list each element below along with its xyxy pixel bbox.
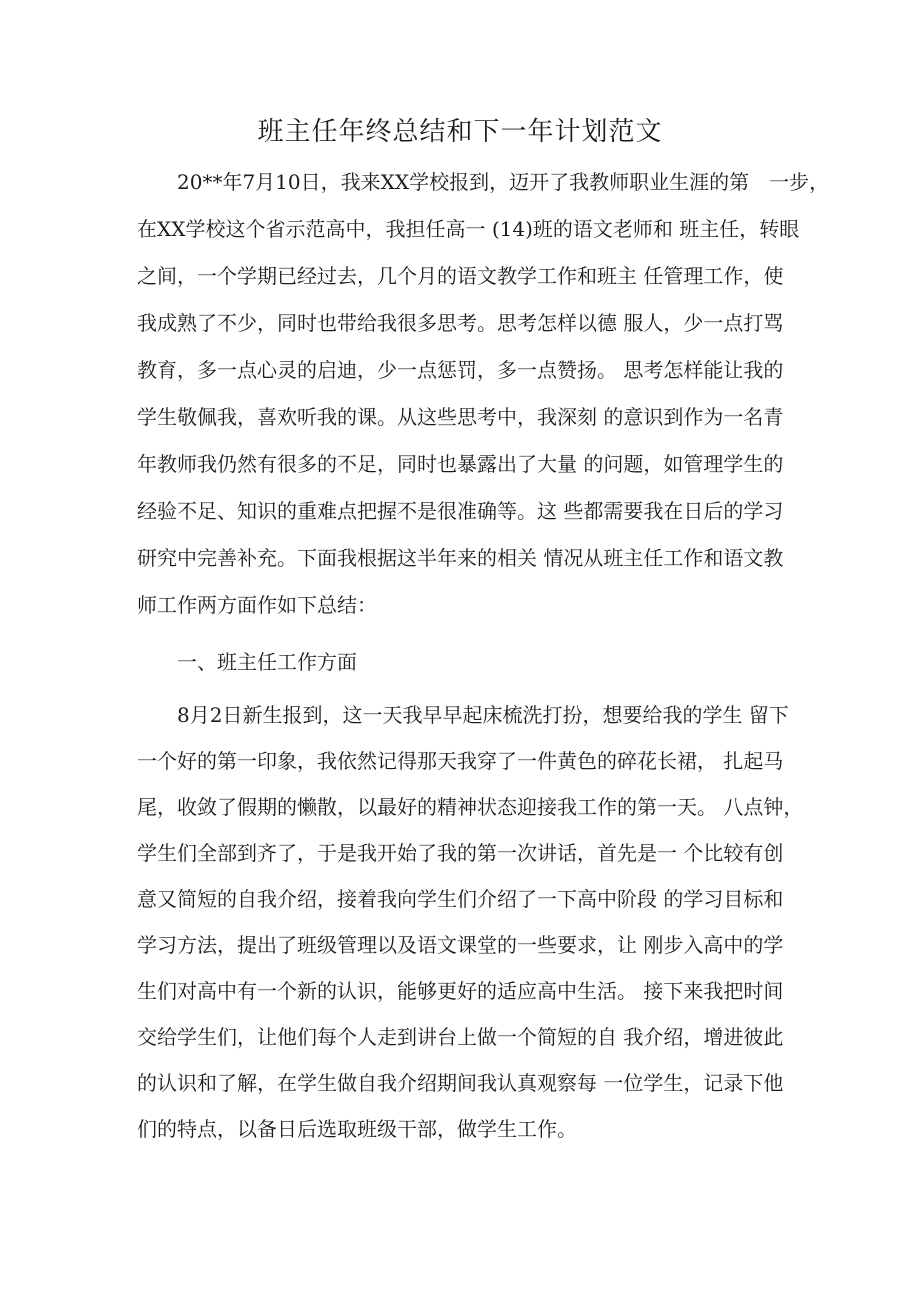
paragraph-line: 8月2日新生报到，这一天我早早起床梳洗打扮，想要给我的学生 留下 — [177, 703, 789, 727]
paragraph-line: 尾，收敛了假期的懒散，以最好的精神状态迎接我工作的第一天。 八点钟， — [137, 795, 804, 819]
paragraph-line: 意又简短的自我介绍，接着我向学生们介绍了一下高中阶段 的学习目标和 — [137, 887, 784, 911]
paragraph-line: 在XX学校这个省示范高中，我担任高一 (14)班的语文老师和 班主任，转眼 — [137, 217, 800, 241]
paragraph-line: 经验不足、知识的重难点把握不是很准确等。这 些都需要我在日后的学习 — [137, 499, 784, 523]
paragraph-line: 学习方法，提出了班级管理以及语文课堂的一些要求，让 刚步入高中的学 — [137, 933, 784, 957]
paragraph-line: 20**年7月10日，我来XX学校报到，迈开了我教师职业生涯的第 一步， — [177, 170, 830, 194]
paragraph-line: 一个好的第一印象，我依然记得那天我穿了一件黄色的碎花长裙， 扎起马 — [137, 749, 784, 773]
paragraph-line: 生们对高中有一个新的认识，能够更好的适应高中生活。 接下来我把时间 — [137, 979, 784, 1003]
paragraph-line: 研究中完善补充。下面我根据这半年来的相关 情况从班主任工作和语文教 — [137, 546, 784, 570]
paragraph-line: 教育，多一点心灵的启迪，少一点惩罚，多一点赞扬。 思考怎样能让我的 — [137, 358, 784, 382]
paragraph-line: 之间，一个学期已经过去，几个月的语文教学工作和班主 任管理工作，使 — [137, 264, 784, 288]
paragraph-line: 学生们全部到齐了，于是我开始了我的第一次讲话，首先是一 个比较有创 — [137, 841, 784, 865]
section-heading: 一、班主任工作方面 — [177, 650, 357, 674]
paragraph-line: 们的特点，以备日后选取班级干部，做学生工作。 — [137, 1117, 577, 1141]
paragraph-line: 师工作两方面作如下总结： — [137, 593, 377, 617]
paragraph-line: 年教师我仍然有很多的不足，同时也暴露出了大量 的问题，如管理学生的 — [137, 452, 784, 476]
document-title: 班主任年终总结和下一年计划范文 — [257, 117, 663, 147]
paragraph-line: 我成熟了不少，同时也带给我很多思考。思考怎样以德 服人，少一点打骂 — [137, 311, 784, 335]
paragraph-line: 交给学生们，让他们每个人走到讲台上做一个简短的自 我介绍，增进彼此 — [137, 1025, 784, 1049]
paragraph-line: 的认识和了解，在学生做自我介绍期间我认真观察每 一位学生，记录下他 — [137, 1071, 784, 1095]
paragraph-line: 学生敬佩我，喜欢听我的课。从这些思考中，我深刻 的意识到作为一名青 — [137, 405, 784, 429]
